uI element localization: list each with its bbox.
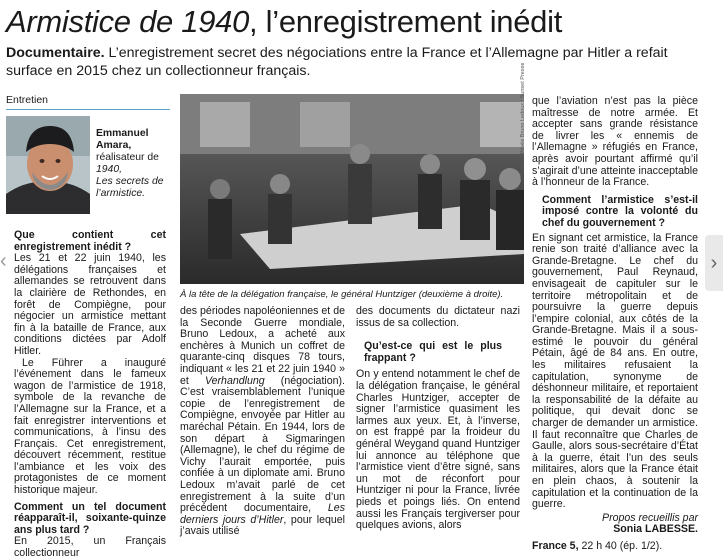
headline-rest: , l’enregistrement inédit — [249, 4, 563, 39]
paragraph-italic: Les derniers jours d’Hitler — [180, 502, 345, 526]
headline-italic: Armistice de 1940 — [6, 4, 250, 39]
paragraph: En signant cet armistice, la France renie son traité d’alliance avec la Grande-Bretagne. Le chef du gouvernement, Paul Reynaud, envisageait de capituler sur le territoire métropolitain et de poursuivre la guerre depuis l’empire colonial, aux côtés de la Grande-Bretagne. Mais il a sous-estimé le pouvoir du général Pétain, âgé de 84 ans. En outre, les militaires refusaient la capitulation, synonyme de déshonneur militaire, et reportaient la responsabilité de la défaite au politique, qui devait donc se charger de demander un armistice. Il faut reconnaître que Charles de Gaulle, alors sous-secrétaire d’État à la guerre, était l’un des seuls militaires, alors que la France était en plein chaos, à soutenir la capitulation et la continuation de la guerre. — [532, 231, 698, 511]
paragraph: que l’aviation n’est pas la pièce maîtresse de notre armée. Et accepter sans grande résistance de livrer les « ennemis de l’Allemagne » réfugiés en France, après avoir pourtant affirmé qu’il s’agirait d’une atteinte inacceptable à l’honneur de la France. — [532, 95, 698, 189]
photo-credit: Collection Privée Bruno Ledoux / Sunset Presse — [520, 62, 526, 180]
column-2 — [180, 306, 345, 538]
signature-name: Sonia LABESSE. — [613, 523, 698, 536]
question-2: Comment un tel document réapparaît-il, soixante-quinze ans plus tard ? — [14, 500, 166, 536]
column-3 — [356, 306, 520, 532]
broadcast-channel: France 5, — [532, 539, 579, 552]
column-4 — [532, 96, 698, 553]
signature-label: Propos recueillis par — [602, 511, 698, 524]
paragraph: des documents du dictateur nazi issus de sa collection. — [356, 305, 520, 329]
paragraph-italic: Verhandlung — [204, 374, 265, 387]
film-year: 1940, — [96, 164, 123, 175]
column-1 — [14, 230, 166, 560]
question-4: Comment l’armistice s’est-il imposé contre la volonté du chef du gouvernement ? — [542, 193, 698, 229]
question-1: Que contient cet enregistrement inédit ? — [14, 229, 166, 253]
section-label: Entretien — [6, 94, 170, 110]
chevron-left-icon[interactable]: ‹ — [0, 250, 7, 272]
film-title: Les secrets de l’armistice. — [96, 176, 164, 199]
lede-label: Documentaire. — [6, 45, 105, 61]
lede — [6, 44, 706, 80]
paragraph — [180, 306, 345, 538]
photo-caption: À la tête de la délégation française, le général Huntziger (deuxième à droite). — [180, 289, 504, 300]
paragraph-text: , pour lequel j’avais utilisé — [180, 513, 345, 538]
paragraph: On y entend notamment le chef de la délégation française, le général Charles Huntziger, accepter de signer l’armistice quasiment les larmes aux yeux. Et, à l’inverse, on est frappé par la froideur du général Weygand quand Huntziger lui annonce au téléphone que l’armistice vient d’être signé, sans un mot de réconfort pour Huntziger ni pour la France, livrée pieds et poings liés. On entend aussi les Français tergiverser pour quelques avions, alors — [356, 368, 520, 532]
lede-text: L’enregistrement secret des négociations entre la France et l’Allemagne par Hitler a refait surface en 2015 chez un collectionneur français. — [6, 45, 668, 79]
paragraph-text: (négociation). C’est vraisemblablement l’unique copie de l’enregistrement de Compiègne, envoyée par Hitler au maréchal Pétain. En 1944, lors de son départ à Sigmaringen (Allemagne), le chef du régime de Vichy l’aurait emportée, puis confiée à un diplomate ami. Bruno Ledoux m’avait parlé de cet enregistrement à la suite d’un précédent documentaire, — [180, 374, 345, 515]
chevron-right-icon[interactable]: › — [705, 235, 723, 291]
portrait-photo — [6, 116, 90, 214]
paragraph-text: des périodes napoléoniennes et de la Seconde Guerre mondiale, Bruno Ledoux, a acheté aux enchères à Munich un coffret de quarante-cinq disques 78 tours, indiquant « les 21 et 22 juin 1940 » et — [180, 305, 345, 387]
question-3: Qu’est-ce qui est le plus frappant ? — [364, 340, 502, 364]
signature — [532, 513, 698, 536]
interviewee-name: Emmanuel Amara, — [96, 128, 149, 151]
headline — [6, 2, 562, 42]
broadcast-info — [532, 541, 698, 553]
interviewee-role: réalisateur de — [96, 152, 159, 163]
interviewee-bio — [96, 128, 176, 200]
broadcast-time: 22 h 40 (ép. 1/2). — [578, 539, 663, 552]
article-photo — [180, 94, 524, 284]
paragraph: En 2015, un Français collectionneur — [14, 535, 166, 560]
paragraph: Le Führer a inauguré l’événement dans le fameux wagon de l’armistice de 1918, symbole de la revanche de l’Allemagne sur la France, et a fait enregistrer interventions et communications, à l’insu des Français. Cet enregistrement, découvert récemment, restitue l’ambiance et les voix des protagonistes de ce moment historique majeur. — [14, 356, 166, 497]
paragraph: Les 21 et 22 juin 1940, les délégations françaises et allemandes se retrouvent dans la clairière de Rethondes, en forêt de Compiègne, pour négocier un armistice mettant fin à la bataille de France, aux conditions dictées par Adolf Hitler. — [14, 252, 166, 357]
